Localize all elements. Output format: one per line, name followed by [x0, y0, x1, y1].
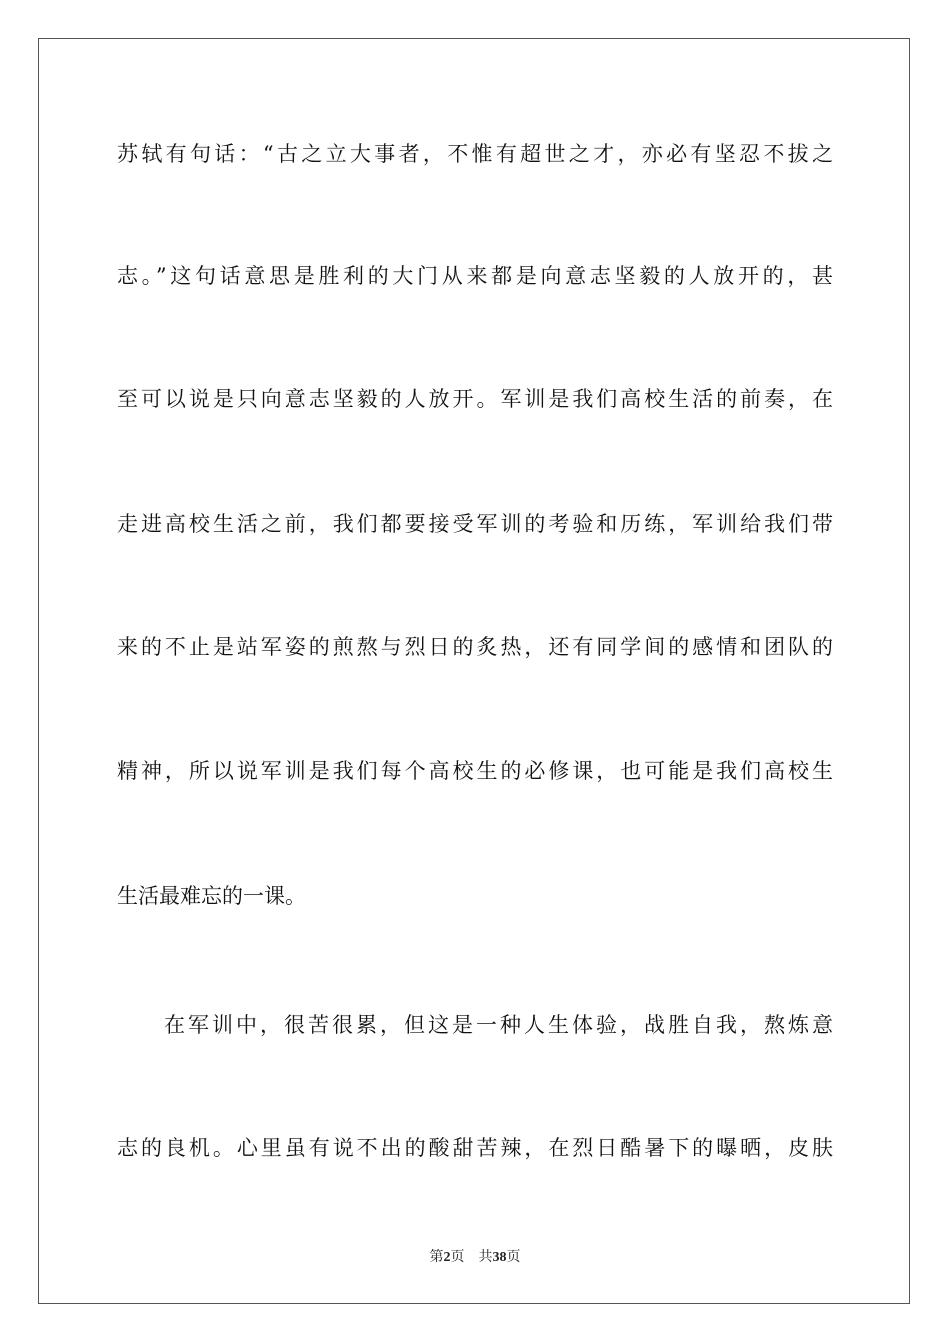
body-text-line-6: 精神，所以说军训是我们每个高校生的必修课，也可能是我们高校生 — [117, 759, 833, 783]
total-suffix: 页 — [506, 1249, 521, 1265]
body-text-line-9: 志的良机。心里虽有说不出的酸甜苦辣，在烈日酷暑下的曝晒，皮肤 — [117, 1136, 833, 1160]
page-border — [38, 38, 910, 1304]
body-text-line-4: 走进高校生活之前，我们都要接受军训的考验和历练，军训给我们带 — [117, 512, 833, 536]
body-text-line-2: 志。”这句话意思是胜利的大门从来都是向意志坚毅的人放开的，甚 — [117, 264, 833, 288]
page-footer — [0, 1248, 950, 1267]
body-text-line-5: 来的不止是站军姿的煎熬与烈日的炙热，还有同学间的感情和团队的 — [117, 635, 833, 659]
body-text-line-3: 至可以说是只向意志坚毅的人放开。军训是我们高校生活的前奏，在 — [117, 387, 833, 411]
body-text-line-8: 在军训中，很苦很累，但这是一种人生体验，战胜自我，熬炼意 — [164, 1013, 833, 1037]
page-prefix: 第 — [429, 1249, 444, 1265]
total-pages: 38 — [492, 1250, 507, 1265]
page-suffix: 页 — [450, 1249, 465, 1265]
body-text-line-1: 苏轼有句话：“古之立大事者，不惟有超世之才，亦必有坚忍不拔之 — [117, 142, 833, 166]
body-text-line-7: 生活最难忘的一课。 — [117, 884, 306, 908]
total-prefix: 共 — [478, 1249, 493, 1265]
page-number: 2 — [443, 1250, 451, 1265]
